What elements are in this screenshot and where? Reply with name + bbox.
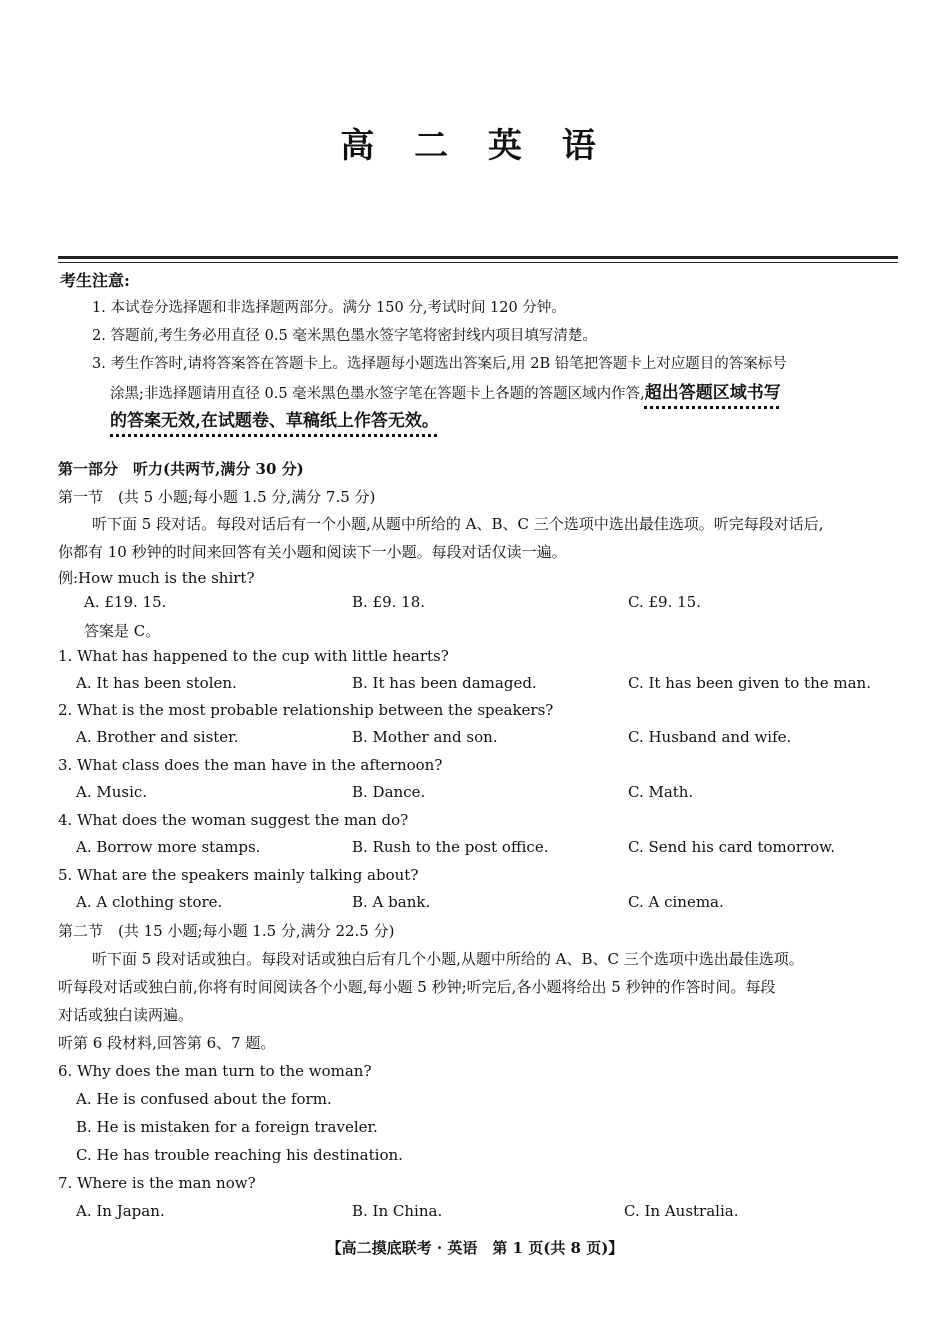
question-5: 5. What are the speakers mainly talking about?	[58, 866, 419, 884]
section2-heading: 第二节 (共 15 小题;每小题 1.5 分,满分 22.5 分)	[58, 922, 395, 940]
q6-option-a: A. He is confused about the form.	[76, 1090, 332, 1108]
notice-item-1: 1. 本试卷分选择题和非选择题两部分。满分 150 分,考试时间 120 分钟。	[92, 300, 566, 316]
q5-option-b: B. A bank.	[352, 893, 431, 911]
section2-instruction-b: 听每段对话或独白前,你将有时间阅读各个小题,每小题 5 秒钟;听完后,各小题将给出 5 秒钟的作答时间。每段	[58, 978, 776, 996]
question-2: 2. What is the most probable relationship between the speakers?	[58, 701, 554, 719]
section1-instruction-b: 你都有 10 秒钟的时间来回答有关小题和阅读下一小题。每段对话仅读一遍。	[58, 543, 567, 561]
q1-option-b: B. It has been damaged.	[352, 674, 537, 692]
q4-option-a: A. Borrow more stamps.	[76, 838, 261, 856]
q3-option-c: C. Math.	[628, 783, 694, 801]
notice-item-3: 3. 考生作答时,请将答案答在答题卡上。选择题每小题选出答案后,用 2B 铅笔把答题卡上对应题目的答案标号	[92, 356, 787, 372]
notice-item-3-cont	[110, 378, 781, 403]
section1-heading: 第一节 (共 5 小题;每小题 1.5 分,满分 7.5 分)	[58, 488, 376, 506]
page-title: 高 二 英 语	[340, 126, 610, 166]
question-7: 7. Where is the man now?	[58, 1174, 256, 1192]
part1-heading: 第一部分 听力(共两节,满分 30 分)	[58, 460, 304, 478]
q6-option-c: C. He has trouble reaching his destination.	[76, 1146, 403, 1164]
question-3: 3. What class does the man have in the afternoon?	[58, 756, 443, 774]
notice-item-2: 2. 答题前,考生务必用直径 0.5 毫米黑色墨水签字笔将密封线内项目填写清楚。	[92, 328, 597, 344]
q2-option-c: C. Husband and wife.	[628, 728, 792, 746]
q4-option-b: B. Rush to the post office.	[352, 838, 549, 856]
q2-option-a: A. Brother and sister.	[76, 728, 239, 746]
header-rule-thin	[58, 262, 898, 263]
section2-instruction-c: 对话或独白读两遍。	[58, 1006, 194, 1024]
q6-option-b: B. He is mistaken for a foreign traveler.	[76, 1118, 378, 1136]
q1-option-c: C. It has been given to the man.	[628, 674, 871, 692]
example-answer: 答案是 C。	[84, 622, 161, 640]
q1-option-a: A. It has been stolen.	[76, 674, 237, 692]
example-option-b: B. £9. 18.	[352, 593, 426, 611]
q7-option-b: B. In China.	[352, 1202, 443, 1220]
q4-option-c: C. Send his card tomorrow.	[628, 838, 835, 856]
notice-emphasis-1: 超出答题区域书写	[644, 383, 781, 403]
example-option-c: C. £9. 15.	[628, 593, 701, 611]
notice-emphasis-2: 的答案无效,在试题卷、草稿纸上作答无效。	[110, 411, 439, 431]
q7-option-c: C. In Australia.	[624, 1202, 739, 1220]
section1-instruction-a: 听下面 5 段对话。每段对话后有一个小题,从题中所给的 A、B、C 三个选项中选出最佳选项。听完每段对话后,	[92, 515, 824, 533]
question-4: 4. What does the woman suggest the man do?	[58, 811, 409, 829]
notice-heading: 考生注意:	[60, 271, 130, 290]
header-rule	[58, 256, 898, 259]
example-question: 例:How much is the shirt?	[58, 569, 255, 587]
example-option-a: A. £19. 15.	[84, 593, 167, 611]
notice-item-3-text: 涂黑;非选择题请用直径 0.5 毫米黑色墨水签字笔在答题卡上各题的答题区域内作答,	[110, 386, 645, 402]
notice-item-3-end	[110, 406, 439, 431]
q7-option-a: A. In Japan.	[76, 1202, 165, 1220]
question-6: 6. Why does the man turn to the woman?	[58, 1062, 372, 1080]
material-6-heading: 听第 6 段材料,回答第 6、7 题。	[58, 1034, 276, 1052]
q3-option-a: A. Music.	[76, 783, 148, 801]
q2-option-b: B. Mother and son.	[352, 728, 498, 746]
q5-option-c: C. A cinema.	[628, 893, 724, 911]
question-1: 1. What has happened to the cup with little hearts?	[58, 647, 449, 665]
page-footer: 【高二摸底联考 · 英语 第 1 页(共 8 页)】	[326, 1239, 624, 1257]
q5-option-a: A. A clothing store.	[76, 893, 223, 911]
q3-option-b: B. Dance.	[352, 783, 426, 801]
section2-instruction-a: 听下面 5 段对话或独白。每段对话或独白后有几个小题,从题中所给的 A、B、C 三个选项中选出最佳选项。	[92, 950, 804, 968]
